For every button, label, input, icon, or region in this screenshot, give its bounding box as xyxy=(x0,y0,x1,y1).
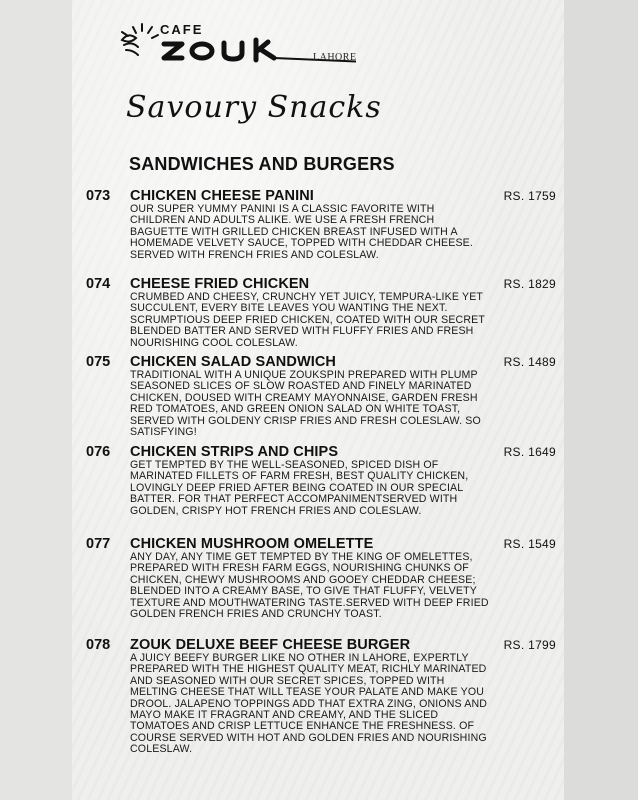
item-description: ANY DAY, ANY TIME GET TEMPTED BY THE KING OF OMELETTES, PREPARED WITH FRESH FARM EGGS, NOURISHING CHUNKS OF CHICKEN, CHEWY MUSHROOMS AND GOOEY CHEDDAR CHEESE; BLENDED INTO A CREAMY BASE, TO GIVE THAT FLUFFY, VELVETY TEXTURE AND MOUTHWATERING TASTE.SERVED WITH DEEP FRIED GOLDEN FRENCH FRIES AND CRUNCHY TOAST. xyxy=(130,551,489,621)
item-price: RS. 1829 xyxy=(503,277,556,291)
item-description: CRUMBED AND CHEESY, CRUNCHY YET JUICY, TEMPURA-LIKE YET SUCCULENT, EVERY BITE LEAVES YOU WANTING THE NEXT. SCRUMPTIOUS DEEP FRIED CHICKEN, COATED WITH OUR SECRET BLENDED BATTER AND SERVED WITH FLUFFY FRIES AND FRESH NOURISHING COOL COLESLAW. xyxy=(130,291,485,349)
left-background xyxy=(0,0,72,800)
item-price: RS. 1649 xyxy=(503,445,556,459)
item-number: 075 xyxy=(86,354,111,370)
item-name: CHICKEN CHEESE PANINI xyxy=(130,188,314,204)
item-price: RS. 1759 xyxy=(503,189,556,203)
item-description: GET TEMPTED BY THE WELL-SEASONED, SPICED DISH OF MARINATED FILLETS OF FARM FRESH, BEST QUALITY CHICKEN, LOVINGLY DEEP FRIED AFTER BEING COATED IN OUR SPECIAL BATTER. FOR THAT PERFECT ACCOMPANIMENTSERVED WITH GOLDEN, CRISPY HOT FRENCH FRIES AND COLESLAW. xyxy=(130,459,469,517)
section-title: SANDWICHES AND BURGERS xyxy=(129,154,395,174)
logo-cafe-text: CAFE xyxy=(160,22,204,37)
item-price: RS. 1799 xyxy=(503,638,556,652)
item-name: ZOUK DELUXE BEEF CHEESE BURGER xyxy=(130,637,411,653)
item-number: 074 xyxy=(86,276,111,292)
item-number: 073 xyxy=(86,188,111,204)
item-description: TRADITIONAL WITH A UNIQUE ZOUKSPIN PREPARED WITH PLUMP SEASONED SLICES OF SLOW ROASTED AND FINELY MARINATED CHICKEN, DOUSED WITH CREAMY MAYONNAISE, GARDEN FRESH RED TOMATOES, AND GREEN ONION SALAD ON WHITE TOAST, SERVED WITH GOLDENY CRISP FRIES AND FRESH COLESLAW. SO SATISFYING! xyxy=(130,369,481,439)
item-description: A JUICY BEEFY BURGER LIKE NO OTHER IN LAHORE, EXPERTLY PREPARED WITH THE HIGHEST QUALITY MEAT, RICHLY MARINATED AND SEASONED WITH OUR SECRET SPICES, TOPPED WITH MELTING CHEESE THAT WILL TEASE YOUR PALATE AND MAKE YOU DROOL. JALAPENO TOPPINGS ADD THAT EXTRA ZING, ONIONS AND MAYO MAKE IT FRAGRANT AND CREAMY, AND THE SLICED TOMATOES AND CRISP LETTUCE ENHANCE THE FRESHNESS. OF COURSE SERVED WITH HOT AND GOLDEN FRIES AND NOURISHING COLESLAW. xyxy=(130,652,488,756)
menu-page xyxy=(72,0,564,800)
menu-title: Savoury Snacks xyxy=(126,90,382,125)
item-name: CHICKEN MUSHROOM OMELETTE xyxy=(130,536,374,552)
item-name: CHICKEN SALAD SANDWICH xyxy=(130,354,336,370)
item-price: RS. 1549 xyxy=(503,537,556,551)
item-number: 078 xyxy=(86,637,111,653)
item-name: CHICKEN STRIPS AND CHIPS xyxy=(130,444,339,460)
item-name: CHEESE FRIED CHICKEN xyxy=(130,276,310,292)
item-number: 076 xyxy=(86,444,111,460)
logo-city-text: LAHORE xyxy=(313,52,357,63)
item-number: 077 xyxy=(86,536,111,552)
item-price: RS. 1489 xyxy=(503,355,556,369)
right-background xyxy=(564,0,638,800)
item-description: OUR SUPER YUMMY PANINI IS A CLASSIC FAVORITE WITH CHILDREN AND ADULTS ALIKE. WE USE A FRESH FRENCH BAGUETTE WITH GRILLED CHICKEN BREAST INFUSED WITH A HOMEMADE VELVETY SAUCE, TOPPED WITH CHEDDAR CHEESE. SERVED WITH FRENCH FRIES AND COLESLAW. xyxy=(130,203,473,261)
